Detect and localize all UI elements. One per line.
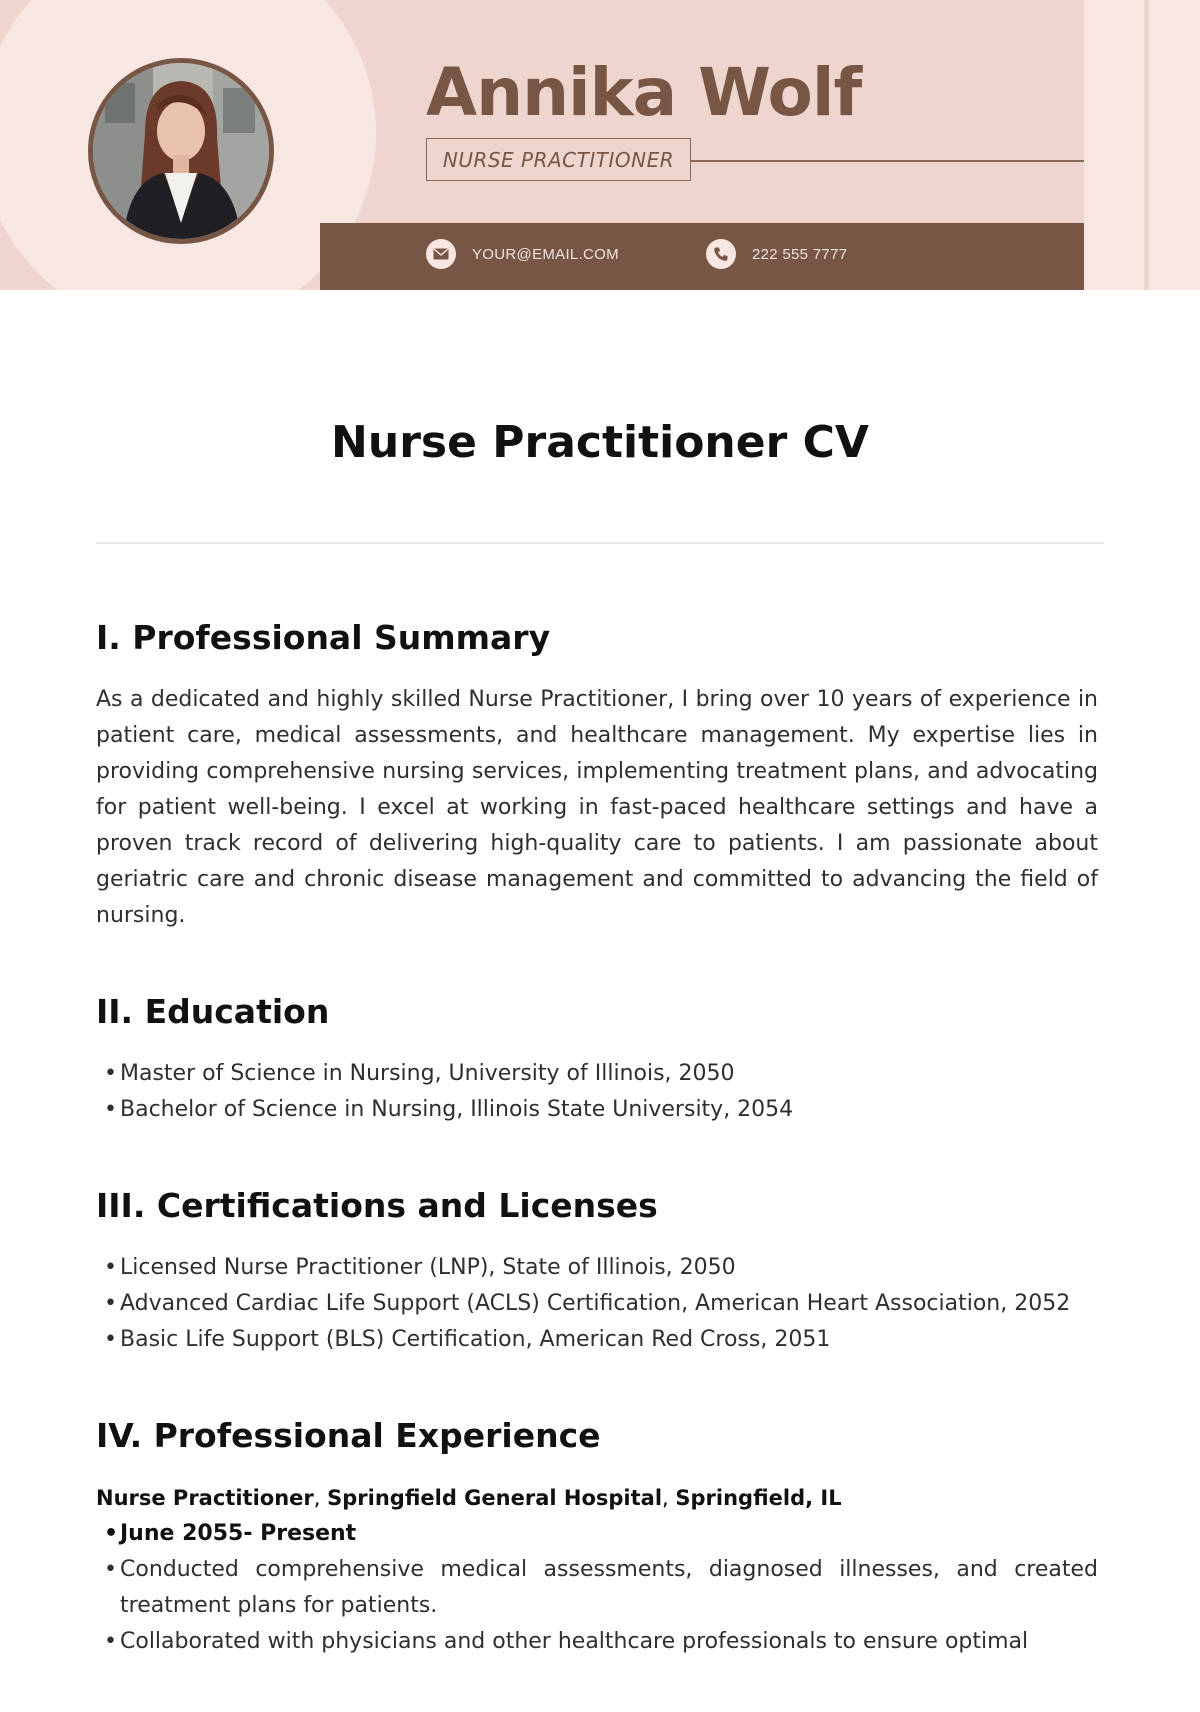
job-employer: Springfield General Hospital — [327, 1486, 663, 1510]
candidate-role: NURSE PRACTITIONER — [426, 138, 691, 181]
person-portrait-icon — [93, 63, 269, 239]
certifications-list — [96, 1250, 1098, 1358]
list-item: • Basic Life Support (BLS) Certification, American Red Cross, 2051 — [96, 1322, 1098, 1358]
summary-section — [96, 612, 1098, 934]
job-location: Springfield, IL — [675, 1486, 842, 1510]
list-item: • Advanced Cardiac Life Support (ACLS) Certification, American Heart Association, 2052 — [96, 1286, 1098, 1322]
title-divider — [96, 542, 1104, 544]
list-item: • Collaborated with physicians and other healthcare professionals to ensure optimal — [96, 1624, 1098, 1660]
list-item: • Licensed Nurse Practitioner (LNP), State of Illinois, 2050 — [96, 1250, 1098, 1286]
profile-photo — [88, 58, 274, 244]
experience-list — [96, 1516, 1098, 1660]
job-dates: • June 2055- Present — [96, 1516, 1098, 1552]
list-item: • Bachelor of Science in Nursing, Illinois State University, 2054 — [96, 1092, 1098, 1128]
phone-contact[interactable] — [706, 238, 847, 270]
phone-text: 222 555 7777 — [752, 245, 848, 263]
list-item: • Master of Science in Nursing, University of Illinois, 2050 — [96, 1056, 1098, 1092]
education-heading: II. Education — [96, 992, 330, 1031]
summary-text: As a dedicated and highly skilled Nurse Practitioner, I bring over 10 years of experience in patient care, medical assessments, and healthcare management. My expertise lies in providing comprehensive nursing services, implementing treatment plans, and advocating for patient well-being. I excel at working in fast-paced healthcare settings and have a proven track record of delivering high-quality care to patients. I am passionate about geriatric care and chronic disease management and committed to advancing the field of nursing. — [96, 687, 1098, 928]
decor-stripe — [1149, 0, 1200, 290]
document-title: Nurse Practitioner CV — [331, 417, 869, 468]
job-line — [96, 1480, 1098, 1516]
education-section — [96, 986, 1098, 1128]
email-contact[interactable] — [426, 238, 619, 270]
cv-header — [0, 0, 1200, 290]
certifications-section — [96, 1180, 1098, 1358]
email-text: YOUR@EMAIL.COM — [472, 245, 619, 263]
education-list — [96, 1056, 1098, 1128]
experience-section — [96, 1410, 1098, 1660]
envelope-icon — [426, 239, 456, 269]
phone-icon — [706, 239, 736, 269]
summary-heading: I. Professional Summary — [96, 618, 551, 657]
separator: , — [662, 1486, 676, 1510]
separator: , — [313, 1486, 328, 1510]
job-title: Nurse Practitioner — [96, 1486, 314, 1510]
role-divider-line — [691, 160, 1084, 162]
certifications-heading: III. Certifications and Licenses — [96, 1186, 658, 1225]
decor-stripe — [1084, 0, 1144, 290]
candidate-name: Annika Wolf — [426, 54, 862, 131]
cv-content — [96, 612, 1098, 1712]
experience-heading: IV. Professional Experience — [96, 1416, 601, 1455]
list-item: • Conducted comprehensive medical assessments, diagnosed illnesses, and created treatment plans for patients. — [96, 1552, 1098, 1624]
